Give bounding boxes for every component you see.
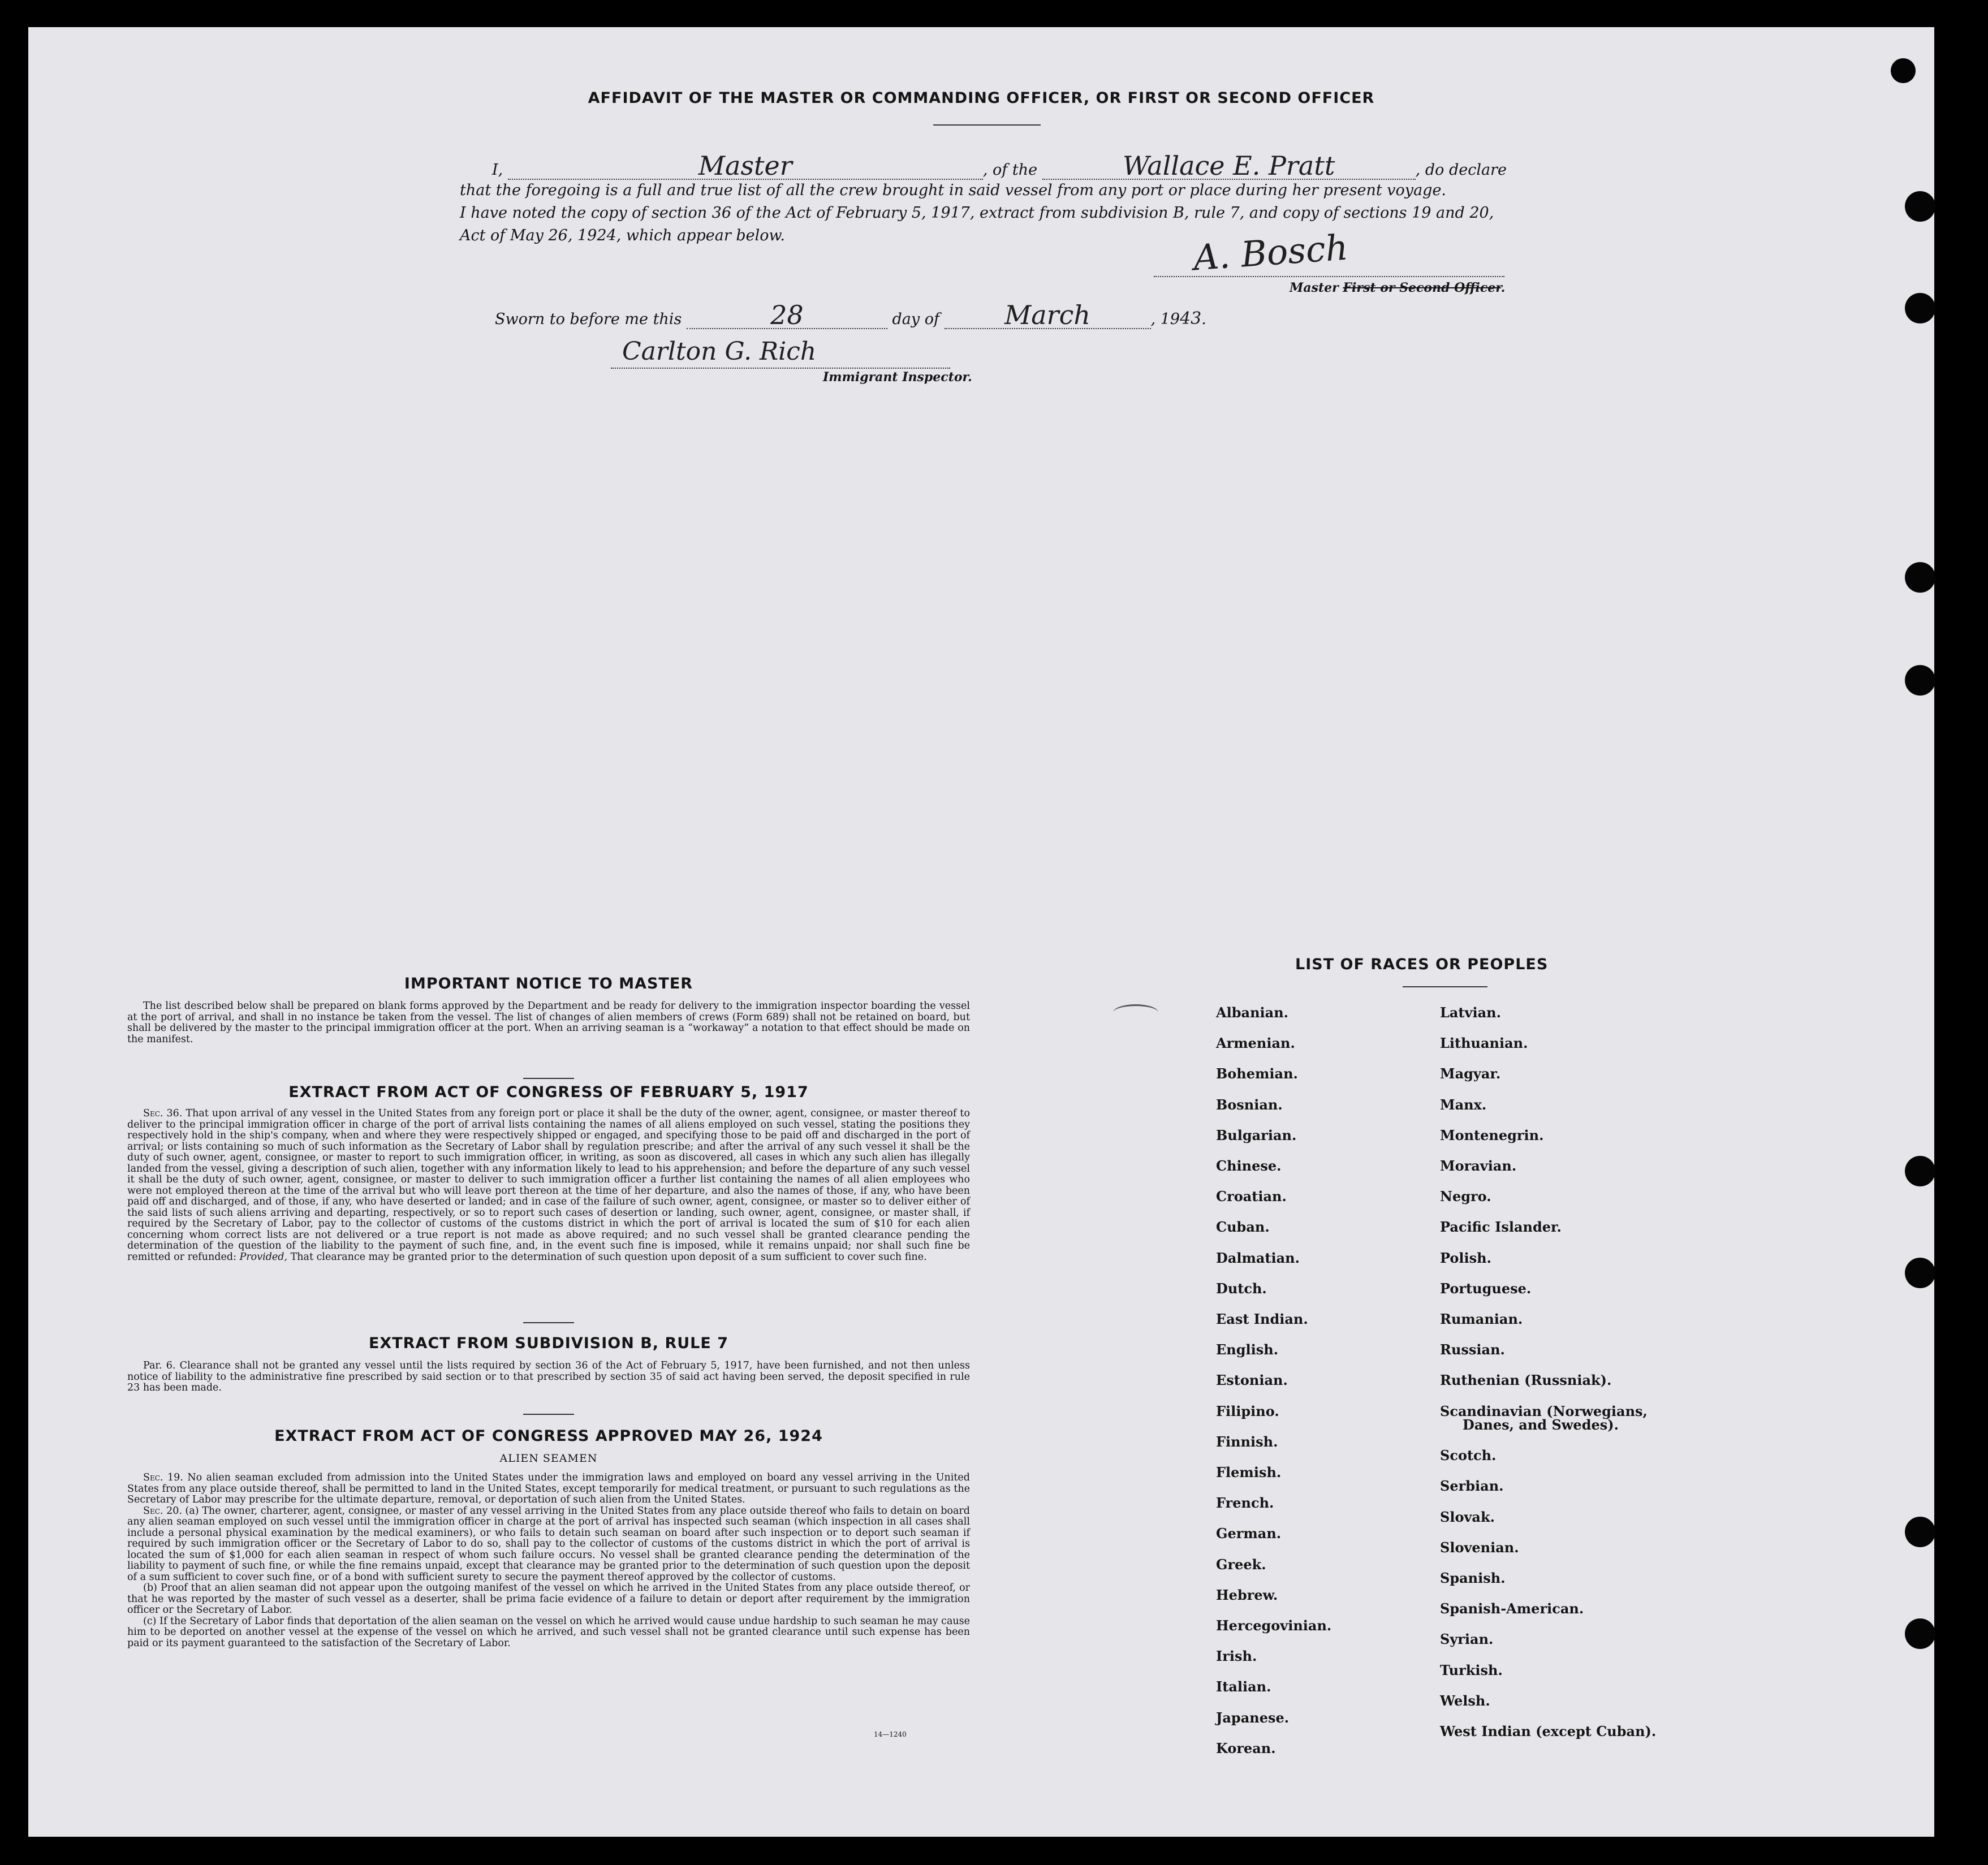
binder-hole: [1905, 562, 1935, 593]
race-item: Danes, and Swedes).: [1463, 1417, 1619, 1433]
race-item: Dalmatian.: [1216, 1250, 1300, 1266]
sworn-day-value: 28: [770, 300, 804, 330]
race-item: Polish.: [1440, 1250, 1491, 1266]
binder-hole: [1891, 58, 1916, 83]
races-title: LIST OF RACES OR PEOPLES: [1295, 956, 1549, 973]
sworn-month-value: March: [1004, 300, 1091, 330]
sec-36-text: That upon arrival of any vessel in the United States from any foreign port or place it shall be the duty of the owner, agent, consignee, or master thereof to deliver to the principal immigration officer in charge of the port of arrival lists containing the names of all aliens employed on such vessel, stating the positions they respectively hold in the ship's company, when and where they were respectively shipped or engaged, and specifying those to be paid off and discharged in the port of arrival; or lists containing so much of such information as the Secretary of Labor shall by regulation prescribe; and after the arrival of any such vessel it shall be the duty of such owner, agent, consignee, or master to report to such immigration officer, in writing, as soon as discovered, all cases in which any such alien has illegally landed from the vessel, giving a description of such alien, together with any information likely to lead to his apprehension; and before the departure of any such vessel it shall be the duty of such owner, agent, consignee, or master to deliver to such immigration officer a further list containing the names of all alien employees who were not employed thereon at the time of the arrival but who will leave port thereon at the time of her departure, and also the names of those, if any, who have been paid off and discharged, and of those, if any, who have deserted or landed; and in case of the failure of such owner, agent, consignee, or master so to deliver either of the said lists of such aliens arriving and departing, respectively, or so to report such cases of desertion or landing, such owner, agent, consignee, or master shall, if required by the Secretary of Labor, pay to the collector of customs of the customs district in which the port of arrival is located the sum of $10 for each alien concerning whom correct lists are not delivered or a true report is not made as above required; and no such vessel shall be granted clearance pending the determination of the question of the liability to the payment of such fine, and, in the event such fine is imposed, while it remains unpaid; nor shall such fine be remitted or refunded:: [127, 1108, 970, 1263]
race-item: Estonian.: [1216, 1372, 1288, 1388]
i-label: I,: [492, 161, 503, 179]
notice-text: The list described below shall be prepared on blank forms approved by the Department and be ready for delivery to the immigration inspector boarding the vessel at the port of arrival, and shall in no instance be taken from the vessel. The list of changes of alien members of crews (Form 689) shall not be retained on board, but shall be delivered by the master to the principal immigration officer at the port. When an arriving seaman is a “workaway” a notation to that effect should be made on the manifest.: [127, 1000, 970, 1045]
affidavit-line-1: [492, 150, 1567, 181]
race-item: East Indian.: [1216, 1311, 1308, 1327]
extract-1924-title: EXTRACT FROM ACT OF CONGRESS APPROVED MAY 26, 1924: [274, 1427, 823, 1445]
pen-mark: [1113, 1004, 1158, 1021]
affidavit-line-3: I have noted the copy of section 36 of the Act of February 5, 1917, extract from subdivision B, rule 7, and copy of sections 19 and 20,: [460, 204, 1494, 222]
sec-20a: [127, 1506, 970, 1583]
race-item: Serbian.: [1440, 1478, 1504, 1494]
race-item: Spanish.: [1440, 1570, 1506, 1586]
affidavit-title: AFFIDAVIT OF THE MASTER OR COMMANDING OFFICER, OR FIRST OR SECOND OFFICER: [588, 89, 1375, 107]
race-item: Japanese.: [1216, 1709, 1290, 1726]
inspector-signature-line: [611, 368, 950, 369]
binder-hole: [1905, 665, 1935, 696]
declarant-field: [508, 150, 983, 181]
sec-20-label: Sec. 20.: [143, 1505, 182, 1517]
race-item: Rumanian.: [1440, 1311, 1523, 1327]
race-item: Ruthenian (Russniak).: [1440, 1372, 1612, 1388]
race-item: Slovenian.: [1440, 1539, 1519, 1556]
of-the-label: , of the: [982, 161, 1038, 179]
vessel-name-value: Wallace E. Pratt: [1122, 150, 1335, 181]
race-item: Scandinavian (Norwegians,: [1440, 1403, 1648, 1419]
do-declare-label: , do declare: [1415, 161, 1507, 179]
signer-title-master: Master: [1290, 280, 1339, 295]
race-item: Chinese.: [1216, 1158, 1282, 1174]
affidavit-line-2: that the foregoing is a full and true list of all the crew brought in said vessel from any port or place during her present voyage.: [460, 182, 1447, 199]
notice-title: IMPORTANT NOTICE TO MASTER: [404, 975, 693, 992]
notice-body: [127, 1001, 970, 1045]
binder-hole: [1905, 191, 1935, 222]
race-item: French.: [1216, 1495, 1274, 1511]
race-item: Cuban.: [1216, 1219, 1270, 1235]
race-item: Negro.: [1440, 1188, 1491, 1205]
race-item: Syrian.: [1440, 1631, 1494, 1647]
race-item: Lithuanian.: [1440, 1035, 1528, 1051]
race-item: Croatian.: [1216, 1188, 1287, 1205]
race-item: Dutch.: [1216, 1280, 1267, 1297]
binder-hole: [1905, 1618, 1935, 1649]
race-item: Italian.: [1216, 1678, 1271, 1695]
race-item: Albanian.: [1216, 1004, 1288, 1021]
section-divider: [523, 1078, 574, 1079]
race-item: English.: [1216, 1341, 1279, 1358]
race-item: Irish.: [1216, 1648, 1257, 1664]
race-item: Russian.: [1440, 1341, 1505, 1358]
extract-1917-body: [127, 1108, 970, 1263]
race-item: Korean.: [1216, 1740, 1276, 1756]
race-item: Bulgarian.: [1216, 1127, 1297, 1143]
race-item: Bosnian.: [1216, 1096, 1283, 1113]
race-item: Armenian.: [1216, 1035, 1295, 1051]
extract-1917-title: EXTRACT FROM ACT OF CONGRESS OF FEBRUARY 5, 1917: [288, 1083, 809, 1101]
document-page: [28, 27, 1934, 1837]
sworn-year-value: 43: [1180, 309, 1202, 329]
sworn-line: [495, 300, 1206, 330]
vessel-name-field: [1042, 150, 1416, 181]
binder-hole: [1905, 1517, 1935, 1547]
binder-hole: [1905, 1258, 1935, 1288]
rule-7-text: Par. 6. Clearance shall not be granted any vessel until the lists required by section 36 of the Act of February 5, 1917, have been furnished, and not then unless notice of liability to the administrative fine prescribed by said section or to that prescribed by section 35 of said act having been served, the deposit specified in rule 23 has been made.: [127, 1360, 970, 1393]
race-item: German.: [1216, 1525, 1282, 1542]
rule-7-body: [127, 1361, 970, 1394]
race-item: Finnish.: [1216, 1434, 1278, 1450]
signer-title-struck: First or Second Officer: [1343, 280, 1501, 295]
race-item: Moravian.: [1440, 1158, 1517, 1174]
section-divider: [523, 1414, 574, 1415]
sec-20a-text: (a) The owner, charterer, agent, consignee, or master of any vessel arriving in the United States from any place outside thereof who fails to detain on board any alien seaman employed on such vessel until the immigration officer in charge at the port of arrival has inspected such seaman (which inspection in all cases shall include a personal physical examination by the medical examiners), or who fails to detain such seaman on board after such inspection or to deport such seaman if required by such immigration officer or the Secretary of Labor to do so, shall pay to the collector of customs of the customs district in which the port of arrival is located the sum of $1,000 for each alien seaman in respect of whom such failure occurs. No vessel shall be granted clearance pending the determination of the liability to payment of such fine, or while the fine remains unpaid, except that clearance may be granted prior to the determination of such question upon the deposit of a sum sufficient to cover such fine, or of a bond with sufficient surety to secure the payment thereof approved by the collector of customs.: [127, 1505, 970, 1583]
race-item: Magyar.: [1440, 1065, 1501, 1082]
race-item: Pacific Islander.: [1440, 1219, 1562, 1235]
race-item: Hercegovinian.: [1216, 1617, 1332, 1634]
rule-7-title: EXTRACT FROM SUBDIVISION B, RULE 7: [368, 1335, 729, 1352]
sworn-day-field: [687, 300, 887, 330]
signature-line: [1154, 276, 1504, 277]
day-of-label: day of: [892, 310, 939, 328]
signer-title-end: .: [1500, 280, 1506, 295]
proviso-text: That clearance may be granted prior to the determination of such question upon deposit of a sum sufficient to cover such fine.: [290, 1251, 927, 1263]
binder-hole: [1905, 1156, 1935, 1186]
extract-1924-body: [127, 1473, 970, 1649]
sec-19-text: No alien seaman excluded from admission into the United States under the immigration laws and employed on board any vessel arriving in the United States from any place outside thereof, shall be permitted to land in the United States, except temporarily for medical treatment, or pursuant to such regulations as the Secretary of Labor may prescribe for the ultimate departure, removal, or deportation of such alien from the United States.: [127, 1472, 970, 1505]
race-item: Bohemian.: [1216, 1065, 1298, 1082]
sec-36-label: Sec. 36.: [143, 1108, 183, 1119]
master-signature: A. Bosch: [1192, 226, 1349, 279]
title-divider: [933, 124, 1041, 126]
year-prefix: , 19: [1150, 310, 1180, 328]
section-divider: [523, 1322, 574, 1323]
race-item: Hebrew.: [1216, 1587, 1278, 1603]
extract-1917-text: [127, 1108, 970, 1263]
race-item: Flemish.: [1216, 1464, 1282, 1480]
proviso-label: Provided,: [239, 1251, 288, 1263]
sec-19: [127, 1473, 970, 1506]
year-end: .: [1201, 310, 1206, 328]
race-item: Portuguese.: [1440, 1280, 1532, 1297]
race-item: Welsh.: [1440, 1693, 1490, 1709]
sec-20b: (b) Proof that an alien seaman did not appear upon the outgoing manifest of the vessel on which he arrived in the United States from any place outside thereof, or that he was reported by the master of such vessel as a deserter, shall be prima facie evidence of a failure to detain or deport after requirement by the immigration officer or the Secretary of Labor.: [127, 1582, 970, 1616]
form-number: 14—1240: [874, 1730, 907, 1738]
race-item: Scotch.: [1440, 1447, 1497, 1463]
races-divider: [1403, 986, 1487, 987]
sec-19-label: Sec. 19.: [143, 1472, 183, 1483]
sworn-month-field: [945, 300, 1151, 330]
inspector-title: Immigrant Inspector.: [823, 370, 972, 385]
race-item: Turkish.: [1440, 1662, 1503, 1678]
race-item: Filipino.: [1216, 1403, 1279, 1419]
race-item: Manx.: [1440, 1096, 1487, 1113]
race-item: Spanish-American.: [1440, 1600, 1584, 1617]
affidavit-line-4: Act of May 26, 1924, which appear below.: [460, 227, 785, 244]
sec-20c: (c) If the Secretary of Labor finds that deportation of the alien seaman on the vessel on which he arrived would cause undue hardship to such seaman he may cause him to be deported on another vessel at the expense of the vessel on which he arrived, and such vessel shall not be granted clearance until such expense has been paid or its payment guaranteed to the satisfaction of the Secretary of Labor.: [127, 1615, 970, 1649]
sworn-label: Sworn to before me this: [495, 310, 682, 328]
race-item: Greek.: [1216, 1556, 1266, 1573]
alien-seamen-subtitle: ALIEN SEAMEN: [499, 1452, 598, 1465]
race-item: Latvian.: [1440, 1004, 1501, 1021]
race-item: West Indian (except Cuban).: [1440, 1723, 1657, 1739]
race-item: Montenegrin.: [1440, 1127, 1544, 1143]
race-item: Slovak.: [1440, 1509, 1495, 1525]
signer-title: [1290, 280, 1505, 295]
inspector-signature: Carlton G. Rich: [622, 337, 817, 366]
binder-hole: [1905, 293, 1935, 323]
declarant-value: Master: [698, 150, 792, 181]
